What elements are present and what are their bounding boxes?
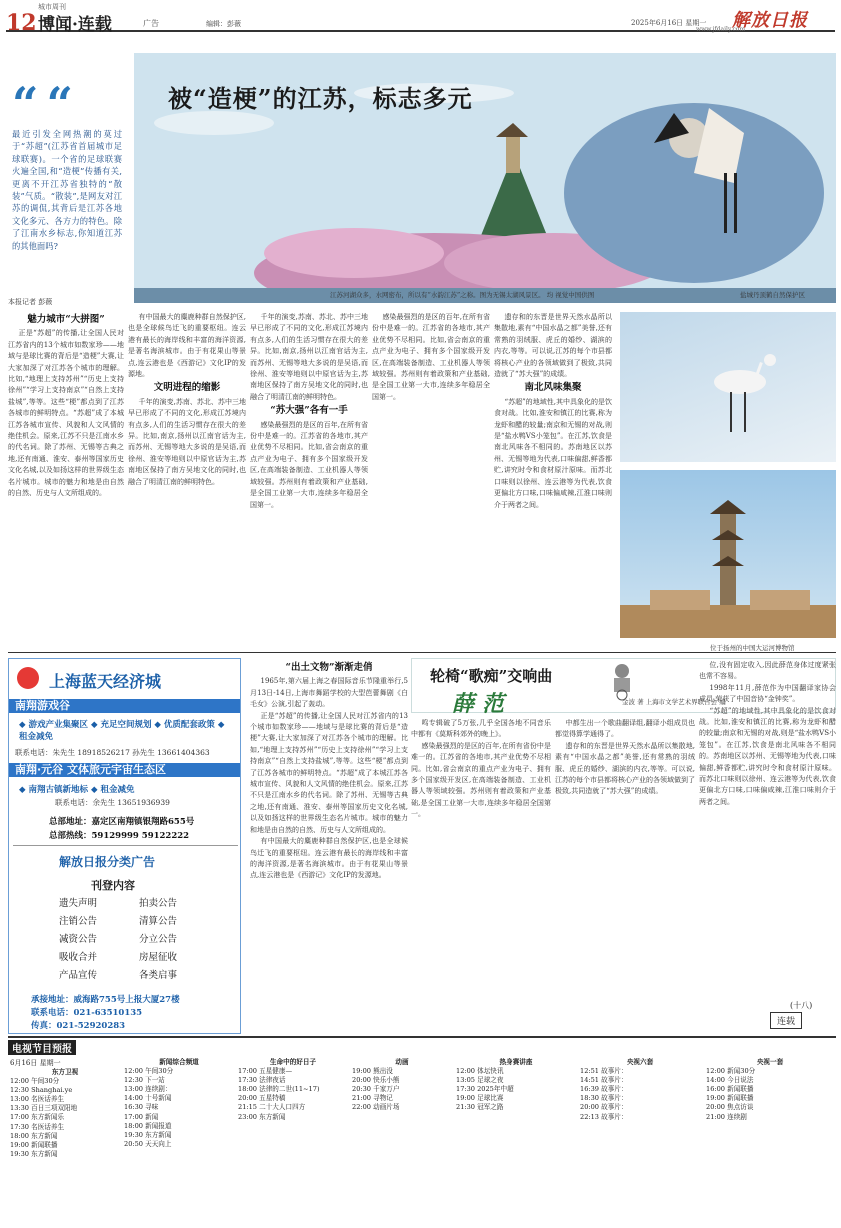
quote-mark: “ “ [12, 77, 69, 131]
tv-channel: 热身赛讲座 [499, 1058, 533, 1066]
classified-item: 减资公告 [59, 934, 98, 945]
tv-item: 13:30 百日三项双阳地 [10, 1104, 78, 1113]
feature-banner-photo [134, 53, 836, 303]
pagoda-illustration [620, 470, 836, 638]
tv-item: 20:30 千家万户 [352, 1085, 400, 1094]
ad-title: 上海蓝天经济城 [49, 672, 162, 691]
subhead-civilization: 文明进程的缩影 [153, 382, 221, 394]
serial-subhead: “出土文物”渐渐走俏 [285, 662, 373, 673]
tv-item: 19:00 熊出没 [352, 1067, 393, 1076]
serial-column-1 [250, 660, 408, 1032]
classified-item: 各类启事 [139, 970, 178, 981]
subhead-city-puzzle: 魅力城市“大拼图” [27, 314, 105, 325]
tv-item: 22:13 故事片： [580, 1112, 628, 1121]
column-text: 正是“苏超”的传播,让全国人民对江苏省内的13个城市如数家珍——地域与是球比赛的背后是“造梗”大赛,让大家加深了对江苏各个城市的理解。比如,“地理上支持苏州”“历史上支持徐州”“学习上支持南京”“自然上支持盐城”,等等。这些“梗”都点到了江苏各城市的鲜明特点。“苏超”成了本城江苏各城市宣传、风貌和人文风情的绝佳机会。原来,江苏不只是江南水乡的代名词。除了苏州、无锡等古典之地,还有南通、淮安、泰州等国家历史文化名城,以及如扬这样的世界级生态名片城市。城市的魅力和地是由自然的自然、历史与人文所组成的。 [250, 711, 408, 834]
ad-bar-nanxiang: 南翔游戏谷 [9, 699, 240, 713]
tv-item: 18:30 故事片： [580, 1094, 628, 1103]
ad-contact-2: 联系电话：余先生 13651936939 [55, 798, 170, 807]
tv-item: 19:00 新闻联播 [10, 1140, 58, 1149]
tv-channel: 东方卫视 [51, 1068, 79, 1076]
tv-col-3 [238, 1058, 348, 1228]
classified-item: 注销公告 [59, 916, 98, 927]
serial-column-2 [411, 718, 551, 1032]
column-text: 1998年11月,薛范作为中国翻译家协会成员,荣获了中国音协“金钟奖”。 [699, 683, 836, 704]
tv-item: 20:00 五星特稿 [238, 1094, 286, 1103]
section-title: 博闻·连载 [38, 15, 112, 35]
ad-hotline: 总部热线：59129999 59122222 [49, 831, 190, 841]
header-url[interactable]: www.jfdaily.com [696, 26, 746, 33]
tv-item: 19:00 足球比赛 [456, 1094, 504, 1103]
tv-col-6 [580, 1058, 700, 1228]
tv-item: 17:30 2025年中超 [456, 1085, 514, 1094]
column-text: 有中国最大的麋鹿种群自然保护区,也是全球候鸟迁飞的重要枢纽。连云港有最长的海岸线和丰富的海洋资源,是著名海滨城市。由于有花果山等景点,连云港也是《西游记》文化IP的发源地。 [250, 837, 408, 880]
column-text: 鸣专辑破了5万张,几乎全国各地不同音乐中都有《莫斯科郊外的晚上》。 [411, 719, 551, 739]
tv-item: 14:51 故事片： [580, 1076, 628, 1085]
column-text: 感染最强烈的是区的百年,在所有省份中是难一的。江苏省的各地市,其产业优势不尽相同。比如,省会南京的重点产业为电子、拥有多个国家级开发区,在高端装备制造、工业机器人等领域较强。苏州则有着政策和产业基础,是全国工业第一大市,连续多年稳居全国第一。 [372, 313, 490, 401]
feature-column-3 [250, 312, 368, 650]
tv-item: 18:00 东方新闻 [10, 1131, 58, 1140]
feature-column-2 [128, 312, 246, 650]
classified-item: 遗失声明 [59, 898, 98, 909]
serial-column-3 [555, 718, 695, 1032]
classified-item: 拍卖公告 [139, 898, 178, 909]
tv-col-5 [456, 1058, 576, 1228]
tv-channel: 央视六套 [626, 1058, 654, 1066]
column-text: 正是“苏超”的传播,让全国人民对江苏省内的13个城市如数家珍——地域与是球比赛的背后是“造梗”大赛,让大家加深了对江苏各个城市的理解。比如,“地理上支持苏州”“历史上支持徐州”“学习上支持南京”“自然上支持盐城”,等等。这些“梗”都点到了江苏各城市的鲜明特点。“苏超”成了本城江苏各城市宣传、风貌和人文风情的绝佳机会。原来,江苏不只是江南水乡的代名词。除了苏州、无锡等古典之地,还有南通、淮安、泰州等国家历史文化名城,以及如扬这样的世界级生态名片城市。城市的魅力和地是由自然的自然、历史与人文所组成的。 [8, 329, 124, 498]
feature-column-1 [8, 312, 124, 650]
tv-item: 12:00 体坛快讯 [456, 1067, 504, 1076]
column-text: “苏超”的地域性,其中具象化的是饮食对战。比如,淮安和镇江的比赛,称为龙虾和醋的较量;南京和无锡的对战,则是“盐水鸭VS小笼包”。在江苏,饮食是南北风味各不相同的。苏南地区以苏州、无锡等地为代表,口味偏甜,鲜香都贮,讲究时令和食材原汁原味。而苏北口味则以徐州、连云港等为代表,饮食更偏北方口味,口味偏咸辣,江淮口味则介于两者之间。 [699, 706, 836, 806]
tv-item: 20:00 快乐小熊 [352, 1076, 400, 1085]
serial-author: 金波 著 上海市文学艺术界联合会 编 [622, 698, 726, 706]
serial-title: 轮椅“歌痴”交响曲 [430, 667, 553, 685]
column-text: 千年的演变,苏南、苏北、苏中三地早已形成了不同的文化,形成江苏境内有点多,人们的生活习惯存在很大的差异。比如,南京,扬州以江南官话为主,而苏州、无锡等地大多说的是吴语,而徐州、淮安等地则以中原官话为主,苏南地区保持了南方吴地文化的同时,也融合了明清江南的鲜明特色。 [128, 397, 246, 486]
column-text: 遗存和的东晋是世界天然水晶所以集散地,素有“中国水晶之都”美誉,还有常熟的羽绒服、虎丘的婚纱、湖滨的内衣,等等。可以说,江苏的每个市县都将核心产业的各领域做到了极致,共同造就了“苏大强”的成绩。 [555, 741, 695, 796]
tv-col-1 [10, 1068, 120, 1228]
classified-item: 吸收合并 [59, 952, 98, 963]
serial-name: 薛范 [452, 691, 513, 717]
classified-item: 分立公告 [139, 934, 178, 945]
feature-intro: 最近引发全网热潮的莫过于“苏超”(江苏省首届城市足球联赛)。一个省的足球联赛火遍全国,和“造梗”传播有关,更离不开江苏省独特的“散装”气质。“散装”,是网友对江苏的调侃,其背后是江苏各地文化多元、各方力的特色。除了江南水乡标志,你知道江苏的其他面吗? [12, 129, 122, 251]
serial-tag: 连载 [770, 1012, 802, 1029]
main-photo-caption: 江苏河湖众多，水网密布，所以有“水韵江苏”之称。图为无锡太湖风景区。 均 视觉中国供图 [330, 291, 595, 299]
tv-item: 21:15 二十大人口四方 [238, 1103, 306, 1112]
feature-column-4 [372, 312, 490, 650]
crane-photo [620, 312, 836, 462]
tv-col-7 [706, 1058, 834, 1228]
tv-item: 17:00 新闻 [124, 1112, 159, 1121]
tv-channel: 动画 [395, 1058, 409, 1066]
tv-item: 12:51 故事片： [580, 1067, 628, 1076]
tv-channel: 新闻综合频道 [159, 1058, 199, 1066]
tv-item: 14:00 十号新闻 [124, 1094, 172, 1103]
tv-item: 18:00 法律的二世(11~17) [238, 1085, 320, 1094]
tv-item: 12:00 新闻30分 [706, 1067, 756, 1076]
classified-item: 产品宣传 [59, 970, 98, 981]
subhead-su-da-qiang: “苏大强”各有一手 [270, 405, 348, 417]
tv-col-4 [352, 1058, 452, 1228]
column-text: 感染最强烈的是区的百年,在所有省份中是难一的。江苏省的各地市,其产业优势不尽相同。比如,省会南京的重点产业为电子、拥有多个国家级开发区,在高端装备制造、工业机器人等领域较强。苏州则有着政策和产业基础,是全国工业第一大市,连续多年稳居全国第一。 [250, 420, 368, 509]
tv-item: 16:00 新闻联播 [706, 1085, 754, 1094]
ad-address: 总部地址：嘉定区南翔镇银翔路655号 [49, 817, 195, 827]
tv-col-2 [124, 1058, 234, 1228]
serial-column-4 [699, 660, 836, 1000]
classified-address: 承接地址：威海路755号上报大厦27楼 [31, 995, 180, 1005]
section-divider [8, 652, 836, 653]
right-photo-caption: 盐城丹顶鹤自然保护区 [740, 291, 805, 299]
wheelchair-portrait [602, 661, 642, 701]
feature-title: 被“造梗”的江苏，标志多元 [168, 84, 473, 113]
header-editor: 编辑：彭薇 [206, 20, 241, 28]
classified-phone: 联系电话：021-63510135 [31, 1008, 143, 1018]
tv-item: 12:00 午间30分 [124, 1067, 174, 1076]
column-text: 中都生出一个歌曲翻译组,翻译小组成员也都觉得算学通得了。 [555, 719, 695, 739]
serial-episode: (十八) [790, 1001, 813, 1010]
page-number: 12 [6, 10, 37, 36]
museum-caption: 位于扬州的中国大运河博物馆 [710, 644, 795, 652]
ad-items-2: ◆ 南翔古镇新地标 ◆ 租金减免 [19, 785, 135, 795]
classified-item: 清算公告 [139, 916, 178, 927]
column-text: 千年的演变,苏南、苏北、苏中三地早已形成了不同的文化,形成江苏境内有点多,人们的生活习惯存在很大的差异。比如,南京,扬州以江南官话为主,而苏州、无锡等地大多说的是吴语,而徐州、淮安等地则以中原官话为主,苏南地区保持了南方吴地文化的同时,也融合了明清江南的鲜明特色。 [250, 313, 368, 401]
classified-list-left [59, 895, 97, 985]
tv-item: 18:00 新闻报道 [124, 1121, 172, 1130]
ad-logo-icon [17, 667, 39, 689]
header-date: 2025年6月16日 星期一 [631, 19, 707, 27]
crane-illustration [620, 312, 836, 462]
header-supertitle: 城市周刊 [38, 3, 66, 11]
tv-date: 6月16日 星期一 [10, 1059, 61, 1067]
tv-item: 16:39 故事片： [580, 1085, 628, 1094]
subhead-flavors: 南北风味集聚 [524, 382, 582, 394]
classified-title: 解放日报分类广告 [59, 855, 156, 869]
tv-item: 20:50 天天向上 [124, 1139, 172, 1148]
tv-channel: 生命中的好日子 [269, 1058, 317, 1066]
tv-guide-title: 电视节目预报 [8, 1040, 76, 1055]
tv-item: 20:00 故事片： [580, 1103, 628, 1112]
tv-item: 17:00 五星健康— [238, 1067, 293, 1076]
tv-item: 17:00 东方新闻乐 [10, 1113, 65, 1122]
classified-fax: 传真：021-52920283 [31, 1021, 126, 1031]
header-ad-label: 广告 [143, 19, 159, 28]
column-text: “苏超”的地域性,其中具象化的是饮食对战。比如,淮安和镇江的比赛,称为龙虾和醋的较量;南京和无锡的对战,则是“盐水鸭VS小笼包”。在江苏,饮食是南北风味各不相同的。苏南地区以苏州、无锡等地为代表,口味偏甜,鲜香都贮,讲究时令和食材原汁原味。而苏北口味则以徐州、连云港等为代表,饮食更偏北方口味,口味偏咸辣,江淮口味则介于两者之间。 [494, 397, 612, 509]
tv-item: 19:00 新闻联播 [706, 1094, 754, 1103]
classified-item: 房屋征收 [139, 952, 178, 963]
tv-item: 12:00 午间30分 [10, 1077, 60, 1086]
tv-item: 13:00 连续剧： [124, 1085, 172, 1094]
newspaper-logo: 解放日报 [732, 10, 808, 31]
tv-item: 19:30 东方新闻 [10, 1149, 58, 1158]
tv-item: 21:00 寻物记 [352, 1094, 393, 1103]
tv-item: 19:30 东方新闻 [124, 1130, 172, 1139]
ad-bar-yuangu: 南翔·元谷 文体旅元宇宙生态区 [9, 763, 240, 777]
tv-item: 17:30 名医话养生 [10, 1122, 65, 1131]
tv-item: 16:30 寻味 [124, 1103, 159, 1112]
column-text: 有中国最大的麋鹿种群自然保护区,也是全球候鸟迁飞的重要枢纽。连云港有最长的海岸线和丰富的海洋资源,是著名海滨城市。由于有花果山等景点,连云港也是《西游记》文化IP的发源地。 [128, 313, 246, 379]
ad-items-1: ◆ 游戏产业集聚区 ◆ 充足空间规划 ◆ 优质配套政策 ◆ 租金减免 [19, 720, 225, 742]
ad-block [8, 658, 241, 1034]
tv-item: 21:30 冠军之路 [456, 1103, 504, 1112]
tv-item: 12:30 Shanghai.ye [10, 1086, 73, 1095]
feature-byline: 本报记者 彭薇 [8, 298, 53, 306]
tv-guide-bar [8, 1036, 836, 1054]
museum-photo [620, 470, 836, 638]
tv-item: 12:30 下一站 [124, 1076, 165, 1085]
tv-item: 20:00 焦点访谈 [706, 1103, 754, 1112]
column-text: 感染最强烈的是区的百年,在所有省份中是难一的。江苏省的各地市,其产业优势不尽相同。比如,省会南京的重点产业为电子、拥有多个国家级开发区,在高端装备制造、工业机器人等领域较强。苏州则有着政策和产业基础,是全国工业第一大市,连续多年稳居全国第一。 [411, 741, 551, 819]
tv-item: 23:00 东方新闻 [238, 1112, 286, 1121]
column-text: 遗存和的东晋是世界天然水晶所以集散地,素有“中国水晶之都”美誉,还有常熟的羽绒服、虎丘的婚纱、湖滨的内衣,等等。可以说,江苏的每个市县都将核心产业的各领域做到了极致,共同造就了“苏大强”的成绩。 [494, 313, 612, 379]
ad-contact-1: 联系电话：朱先生 18918526217 孙先生 13661404363 [15, 748, 210, 757]
tv-channel: 央视一套 [756, 1058, 784, 1066]
classified-list-right [139, 895, 177, 985]
column-text: 1965年,第六届上海之春国际音乐节隆重举行,5月13日-14日,上海市舞蹈学校的大型芭蕾舞剧《白毛女》公演,引起了轰动。 [250, 677, 408, 709]
tv-item: 13:00 名医话养生 [10, 1095, 65, 1104]
tv-item: 17:30 法律夜话 [238, 1076, 286, 1085]
tv-item: 22:00 动画片场 [352, 1103, 400, 1112]
tv-item: 21:00 连续剧 [706, 1112, 747, 1121]
page-header [6, 3, 835, 36]
tv-item: 14:00 今日说法 [706, 1076, 754, 1085]
column-text: 位,没有固定收入,因此薛范身体过度紧张也常不容易。 [699, 661, 836, 681]
feature-column-5 [494, 312, 612, 650]
ad-divider [13, 845, 238, 846]
classified-subtitle: 刊登内容 [91, 879, 135, 892]
tv-item: 13:05 足球之夜 [456, 1076, 504, 1085]
